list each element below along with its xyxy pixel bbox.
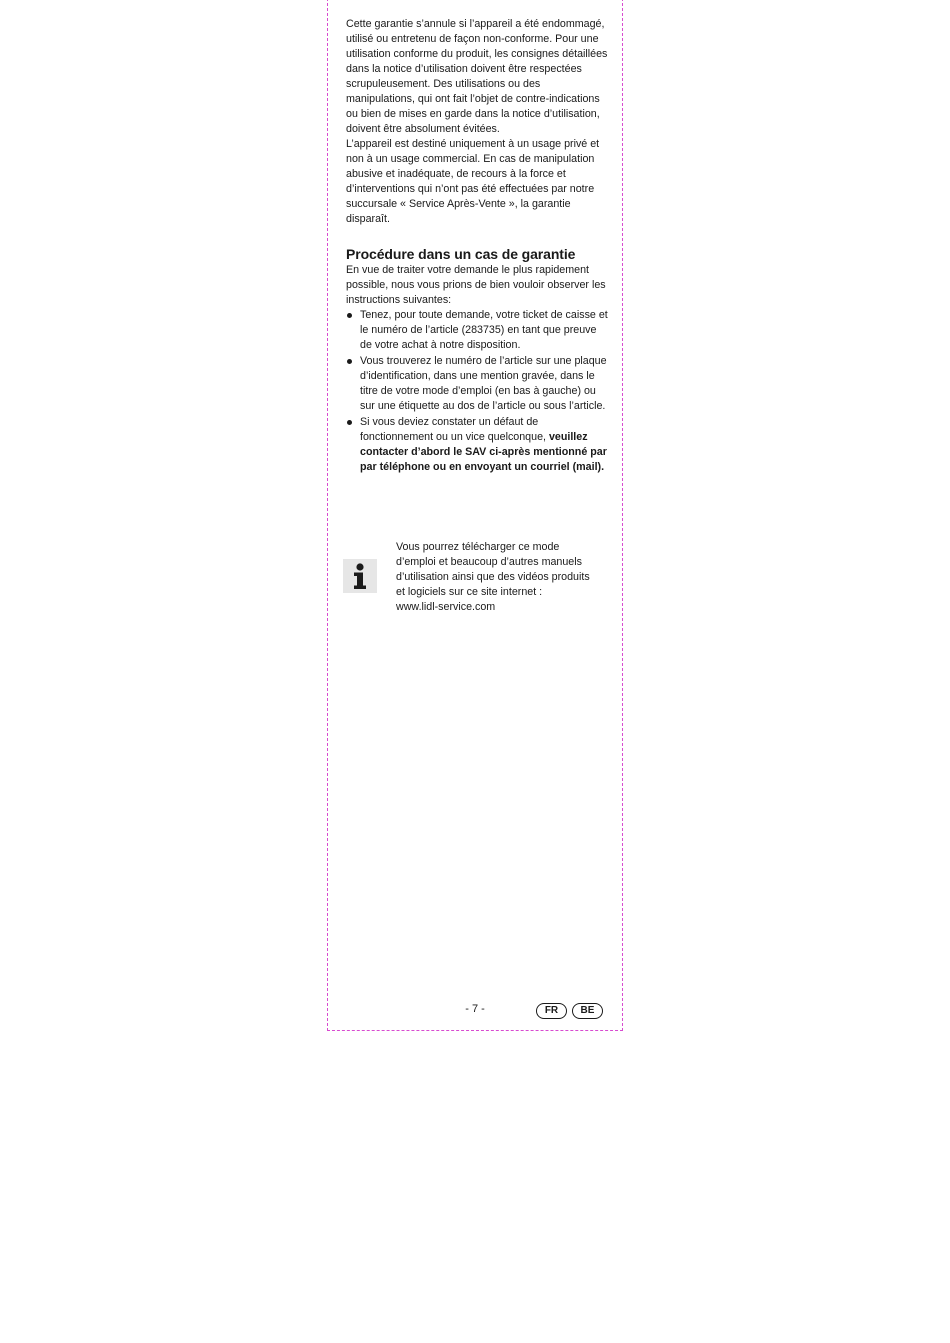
list-item — [346, 354, 608, 414]
list-item-text: Si vous deviez constater un défaut de fonctionnement ou un vice quelconque, — [360, 416, 549, 443]
instruction-list — [346, 308, 608, 475]
info-line: d’utilisation ainsi que des vidéos produits — [396, 571, 590, 583]
private-use-paragraph: L’appareil est destiné uniquement à un usage privé et non à un usage commercial. En cas de manipulation abusive et inadéquate, de recours à la force et d’interventions qui n’ont pas été effectuées par notre succursale « Service Après-Vente », la garantie disparaît. — [346, 138, 600, 225]
country-badge-be: BE — [572, 1003, 603, 1019]
list-item — [346, 415, 608, 475]
contact-sav-instruction: veuillez contacter d’abord le SAV ci-après mentionné par par téléphone ou en envoyant un courriel (mail). — [360, 431, 607, 473]
bullet-icon — [347, 359, 352, 364]
bullet-icon — [347, 420, 352, 425]
info-line: d’emploi et beaucoup d’autres manuels — [396, 556, 582, 568]
list-item-text: Tenez, pour toute demande, votre ticket de caisse et le numéro de l’article (283735) en tant que preuve de votre achat à notre disposition. — [360, 309, 608, 351]
page-number: - 7 - — [465, 1003, 485, 1015]
info-line: et logiciels sur ce site internet : — [396, 586, 543, 598]
bullet-icon — [347, 313, 352, 318]
section-heading: Procédure dans un cas de garantie — [346, 246, 576, 262]
warranty-void-paragraph: Cette garantie s’annule si l’appareil a été endommagé, utilisé ou entretenu de façon non-conforme. Pour une utilisation conforme du produit, les consignes détaillées dans la notice d’utilisation doivent être respectées scrupuleusement. Des utilisations ou des manipulations, qui ont fait l’objet de contre-indications ou bien de mises en garde dans la notice d’utilisation, doivent être absolument évitées. — [346, 18, 608, 135]
country-badge-fr: FR — [536, 1003, 567, 1019]
list-item — [346, 308, 608, 353]
info-text — [396, 540, 606, 615]
list-item-text: Vous trouverez le numéro de l’article sur une plaque d’identification, dans une mention gravée, dans le titre de votre mode d’emploi (en bas à gauche) ou sur une étiquette au dos de l’article ou sous l’article. — [360, 355, 607, 412]
section-intro: En vue de traiter votre demande le plus rapidement possible, nous vous prions de bien vouloir observer les instructions suivantes: — [346, 264, 606, 306]
info-icon — [343, 559, 377, 593]
website-link[interactable]: www.lidl-service.com — [396, 601, 496, 613]
warranty-text-column — [346, 17, 608, 476]
info-line: Vous pourrez télécharger ce mode — [396, 541, 560, 553]
